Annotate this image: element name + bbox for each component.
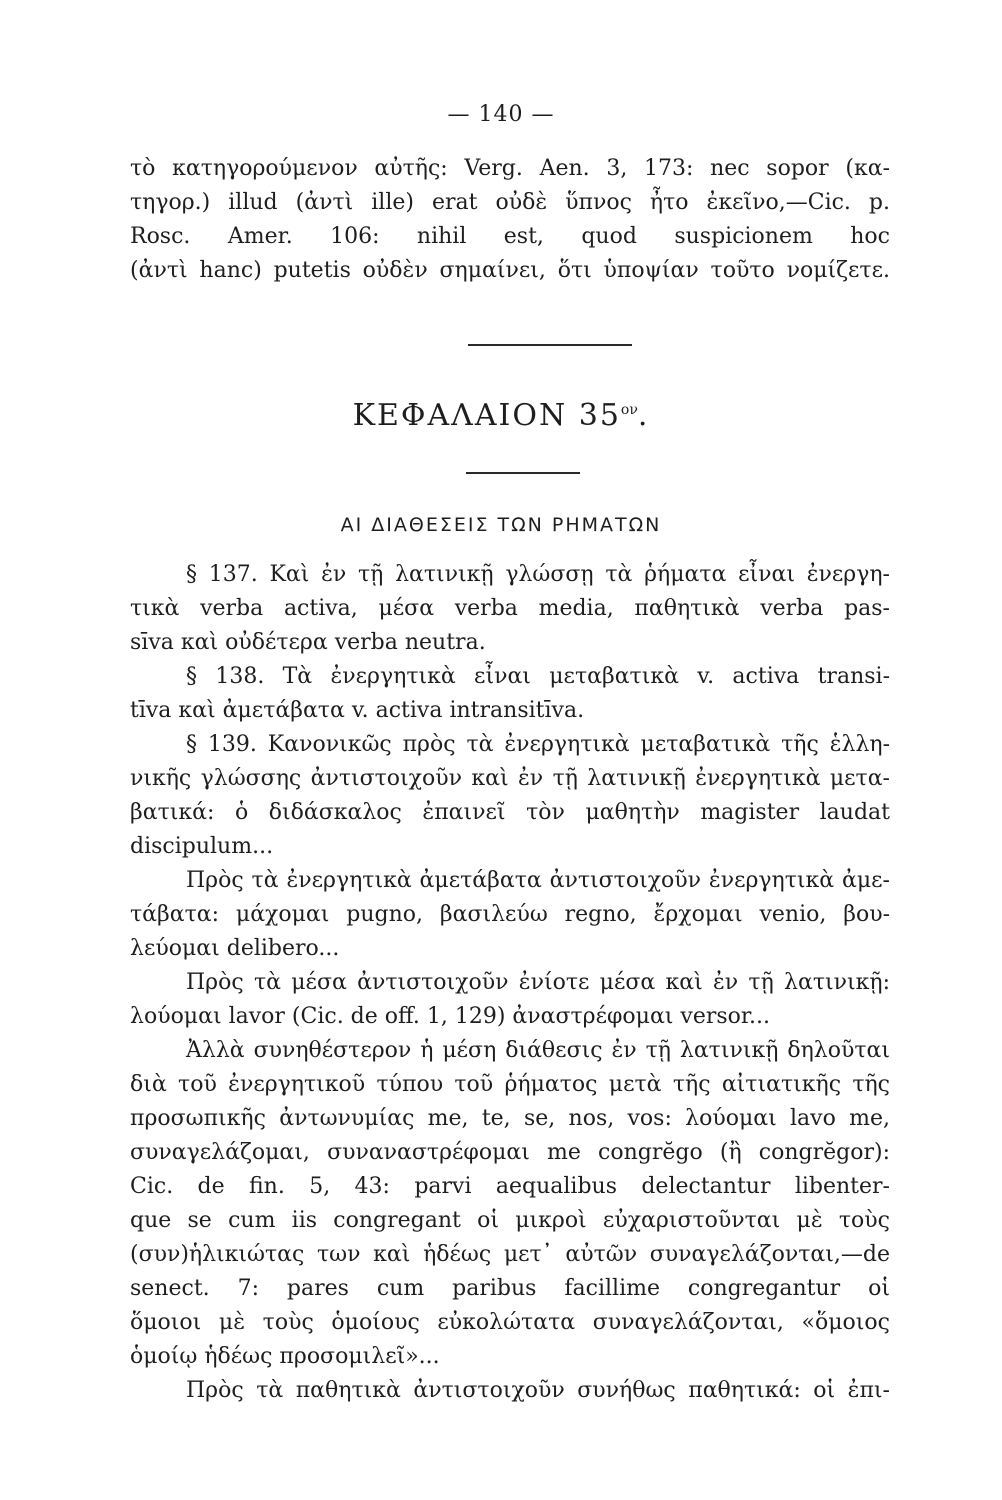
text-line: συναγελάζομαι, συναναστρέφομαι me congrĕgo (ἢ congrĕgor): bbox=[130, 1140, 890, 1165]
text-line: προσωπικῆς ἀντωνυμίας me, te, se, nos, vos: λούομαι lavo me, bbox=[130, 1106, 890, 1131]
text-line: sīva καὶ οὐδέτερα verba neutra. bbox=[130, 630, 486, 655]
chapter-rule bbox=[466, 472, 580, 474]
chapter-title bbox=[0, 398, 1002, 433]
text-line: senect. 7: pares cum paribus facillime congregantur οἱ bbox=[130, 1276, 890, 1301]
text-line: Rosc. Amer. 106: nihil est, quod suspicionem hoc bbox=[130, 224, 890, 249]
text-line: τὸ κατηγορούμενον αὐτῆς: Verg. Aen. 3, 173: nec sopor (κα- bbox=[130, 156, 890, 181]
text-line: λούομαι lavor (Cic. de off. 1, 129) ἀναστρέφομαι versor... bbox=[130, 1004, 771, 1029]
chapter-title-text: ΚΕΦΑΛΑΙΟΝ 35 bbox=[352, 398, 621, 433]
text-line: λεύομαι delibero... bbox=[130, 936, 340, 961]
text-line: Πρὸς τὰ ἐνεργητικὰ ἀμετάβατα ἀντιστοιχοῦν ἐνεργητικὰ ἀμε- bbox=[186, 868, 890, 893]
body-text bbox=[130, 558, 890, 1408]
text-line: (ἀντὶ hanc) putetis οὐδὲν σημαίνει, ὅτι ὑποψίαν τοῦτο νομίζετε. bbox=[130, 258, 890, 283]
text-line: que se cum iis congregant οἱ μικροὶ εὐχαριστοῦνται μὲ τοὺς bbox=[130, 1208, 890, 1233]
page-number: — 140 — bbox=[447, 102, 555, 127]
text-line: discipulum... bbox=[130, 834, 274, 859]
text-line: τάβατα: μάχομαι pugno, βασιλεύω regno, ἔρχομαι venio, βου- bbox=[130, 902, 890, 927]
text-line: § 138. Τὰ ἐνεργητικὰ εἶναι μεταβατικὰ v. activa transi- bbox=[186, 664, 890, 689]
top-rule bbox=[468, 344, 632, 346]
text-line: ὁμοίῳ ἡδέως προσομιλεῖ»... bbox=[130, 1344, 440, 1369]
chapter-title-suffix: ον bbox=[620, 402, 638, 418]
text-line: τικὰ verba activa, μέσα verba media, παθητικὰ verba pas- bbox=[130, 596, 890, 621]
text-line: Ἀλλὰ συνηθέστερον ἡ μέση διάθεσις ἐν τῇ λατινικῇ δηλοῦται bbox=[186, 1038, 890, 1063]
text-line: διὰ τοῦ ἐνεργητικοῦ τύπου τοῦ ῥήματος μετὰ τῆς αἰτιατικῆς τῆς bbox=[130, 1072, 890, 1097]
text-line: νικῆς γλώσσης ἀντιστοιχοῦν καὶ ἐν τῇ λατινικῇ ἐνεργητικὰ μετα- bbox=[130, 766, 890, 791]
text-line: Cic. de fin. 5, 43: parvi aequalibus delectantur libenter- bbox=[130, 1174, 890, 1199]
text-line: βατικά: ὁ διδάσκαλος ἐπαινεῖ τὸν μαθητὴν magister laudat bbox=[130, 800, 890, 825]
section-heading: ΑΙ ΔΙΑΘΕΣΕΙΣ ΤΩΝ ΡΗΜΑΤΩΝ bbox=[340, 514, 662, 536]
text-line: Πρὸς τὰ μέσα ἀντιστοιχοῦν ἐνίοτε μέσα καὶ ἐν τῇ λατινικῇ: bbox=[186, 970, 890, 995]
chapter-title-end: . bbox=[637, 398, 650, 433]
text-line: § 139. Κανονικῶς πρὸς τὰ ἐνεργητικὰ μεταβατικὰ τῆς ἑλλη- bbox=[186, 732, 890, 757]
intro-paragraph bbox=[130, 152, 890, 288]
text-line: tīva καὶ ἀμετάβατα v. activa intransitīva. bbox=[130, 698, 585, 723]
text-line: ὅμοιοι μὲ τοὺς ὁμοίους εὐκολώτατα συναγελάζονται, «ὅμοιος bbox=[130, 1310, 890, 1335]
text-line: τηγορ.) illud (ἀντὶ ille) erat οὐδὲ ὕπνος ἦτο ἐκεῖνο,—Cic. p. bbox=[130, 190, 890, 215]
text-line: (συν)ἡλικιώτας των καὶ ἡδέως μετ᾽ αὐτῶν συναγελάζονται,—de bbox=[130, 1242, 890, 1267]
text-line: Πρὸς τὰ παθητικὰ ἀντιστοιχοῦν συνήθως παθητικά: οἱ ἐπι- bbox=[186, 1378, 890, 1403]
text-line: § 137. Καὶ ἐν τῇ λατινικῇ γλώσσῃ τὰ ῥήματα εἶναι ἐνεργη- bbox=[186, 562, 890, 587]
